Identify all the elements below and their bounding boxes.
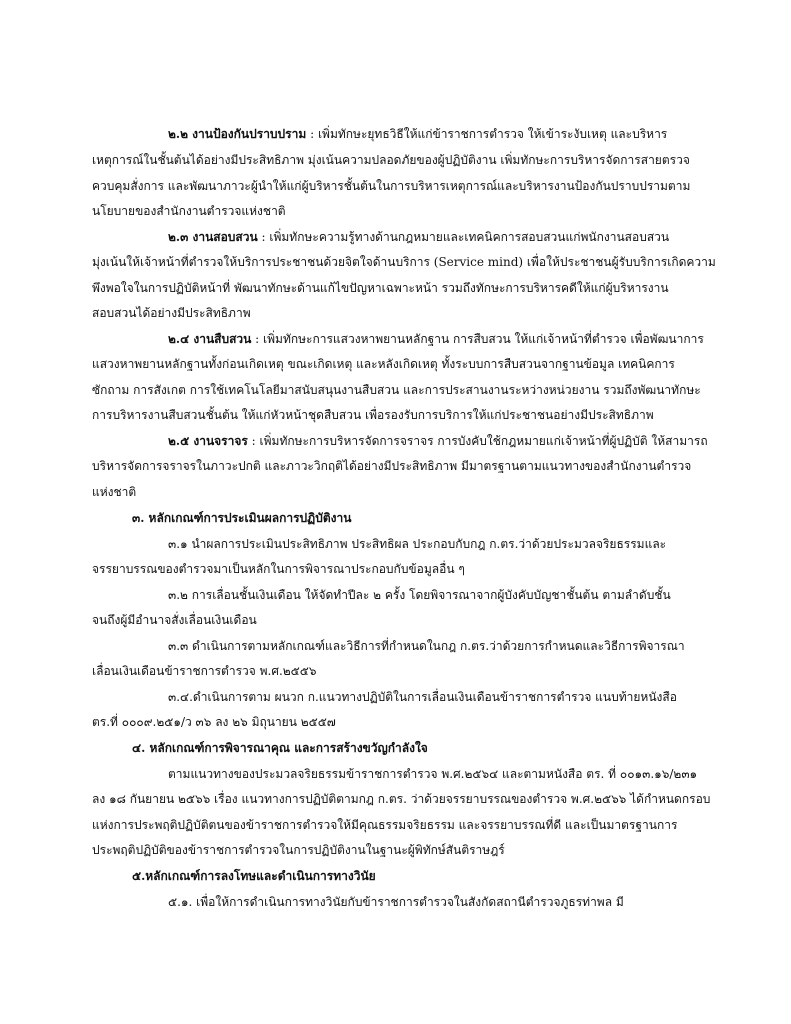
section-4-line-4: ประพฤติปฏิบัติของข้าราชการตำรวจในการปฏิบัติงานในฐานะผู้พิทักษ์สันติราษฎร์ bbox=[92, 843, 505, 857]
para-2-5-heading: ๒.๕ งานจราจร bbox=[168, 434, 248, 448]
para-2-2-heading: ๒.๒ งานป้องกันปราบปราม bbox=[168, 127, 307, 141]
section-5-title: ๕.หลักเกณฑ์การลงโทษและดำเนินการทางวินัย bbox=[132, 869, 376, 883]
para-2-3-line-4: สอบสวนได้อย่างมีประสิทธิภาพ bbox=[92, 306, 251, 320]
para-2-2-line-4: นโยบายของสำนักงานตำรวจแห่งชาติ bbox=[92, 204, 286, 218]
section-3-1-line-2: จรรยาบรรณของตำรวจมาเป็นหลักในการพิจารณาประกอบกับข้อมูลอื่น ๆ bbox=[92, 562, 465, 576]
para-2-5-text: : เพิ่มทักษะการบริหารจัดการจราจร การบังคับใช้กฎหมายแก่เจ้าหน้าที่ผู้ปฏิบัติ ให้สามารถ bbox=[247, 434, 708, 448]
section-4-line-1: ตามแนวทางของประมวลจริยธรรมข้าราชการตำรวจ พ.ศ.๒๕๖๔ และตามหนังสือ ตร. ที่ ๐๐๑๓.๑๖/๒๓๑ bbox=[168, 767, 698, 781]
para-2-4-line-4: การบริหารงานสืบสวนชั้นต้น ให้แก่หัวหน้าชุดสืบสวน เพื่อรองรับการบริการให้แก่ประชาชนอย่างมีประสิทธิภาพ bbox=[92, 408, 654, 422]
section-3-3-line-2: เลื่อนเงินเดือนข้าราชการตำรวจ พ.ศ.๒๕๕๖ bbox=[92, 664, 317, 678]
para-2-4-line-2: แสวงหาพยานหลักฐานทั้งก่อนเกิดเหตุ ขณะเกิดเหตุ และหลังเกิดเหตุ ทั้งระบบการสืบสวนจากฐานข้อมูล เทคนิคการ bbox=[92, 357, 675, 371]
section-3-3-line-1: ๓.๓ ดำเนินการตามหลักเกณฑ์และวิธีการที่กำหนดในกฎ ก.ตร.ว่าด้วยการกำหนดและวิธีการพิจารณา bbox=[168, 639, 685, 653]
para-2-3-line-1 bbox=[168, 229, 728, 245]
section-3-title: ๓. หลักเกณฑ์การประเมินผลการปฏิบัติงาน bbox=[132, 511, 352, 525]
section-4-line-3: แห่งการประพฤติปฏิบัติตนของข้าราชการตำรวจให้มีคุณธรรมจริยธรรม และจรรยาบรรณที่ดี และเป็นมาตรฐานการ bbox=[92, 818, 678, 832]
section-3-2-line-1: ๓.๒ การเลื่อนชั้นเงินเดือน ให้จัดทำปีละ ๒ ครั้ง โดยพิจารณาจากผู้บังคับบัญชาชั้นต้น ตามลำดับชั้น bbox=[168, 588, 671, 602]
section-4-title: ๔. หลักเกณฑ์การพิจารณาคุณ และการสร้างขวัญกำลังใจ bbox=[132, 741, 428, 755]
para-2-4-text: : เพิ่มทักษะการแสวงหาพยานหลักฐาน การสืบสวน ให้แก่เจ้าหน้าที่ตำรวจ เพื่อพัฒนาการ bbox=[251, 332, 704, 346]
section-4-line-2: ลง ๑๘ กันยายน ๒๕๖๖ เรื่อง แนวทางการปฏิบัติตามกฎ ก.ตร. ว่าด้วยจรรยาบรรณของตำรวจ พ.ศ.๒๕๖๖ ได้กำหนดกรอบ bbox=[92, 792, 711, 806]
para-2-2-line-3: ควบคุมสั่งการ และพัฒนาภาวะผู้นำให้แก่ผู้บริหารชั้นต้นในการบริหารเหตุการณ์และบริหารงานป้องกันปราบปรามตาม bbox=[92, 179, 691, 193]
section-3-4-line-1: ๓.๔.ดำเนินการตาม ผนวก ก.แนวทางปฏิบัติในการเลื่อนเงินเดือนข้าราชการตำรวจ แนบท้ายหนังสือ bbox=[168, 690, 677, 704]
section-3-2-line-2: จนถึงผู้มีอำนาจสั่งเลื่อนเงินเดือน bbox=[92, 613, 257, 627]
para-2-3-line-2: มุ่งเน้นให้เจ้าหน้าที่ตำรวจให้บริการประชาชนด้วยจิตใจด้านบริการ (Service mind) เพื่อให้ประชาชนผู้รับบริการเกิดความ bbox=[92, 255, 716, 269]
para-2-3-line-3: พึงพอใจในการปฏิบัติหน้าที่ พัฒนาทักษะด้านแก้ไขปัญหาเฉพาะหน้า รวมถึงทักษะการบริหารคดีให้แก่ผู้บริหารงาน bbox=[92, 281, 669, 295]
para-2-5-line-1 bbox=[168, 433, 728, 449]
para-2-4-heading: ๒.๔ งานสืบสวน bbox=[168, 332, 252, 346]
para-2-3-heading: ๒.๓ งานสอบสวน bbox=[168, 230, 258, 244]
para-2-5-line-3: แห่งชาติ bbox=[92, 485, 137, 499]
para-2-2-line-2: เหตุการณ์ในชั้นต้นได้อย่างมีประสิทธิภาพ มุ่งเน้นความปลอดภัยของผู้ปฏิบัติงาน เพิ่มทักษะการบริหารจัดการสายตรวจ bbox=[92, 153, 690, 167]
para-2-2-text: : เพิ่มทักษะยุทธวิธีให้แก่ข้าราชการตำรวจ ให้เข้าระงับเหตุ และบริหาร bbox=[306, 127, 668, 141]
section-5-1-line-1: ๕.๑. เพื่อให้การดำเนินการทางวินัยกับข้าราชการตำรวจในสังกัดสถานีตำรวจภูธรท่าพล มี bbox=[168, 895, 624, 909]
para-2-2-line-1 bbox=[168, 126, 728, 142]
section-3-4-line-2: ตร.ที่ ๐๐๐๙.๒๕๑/ว ๓๖ ลง ๒๖ มิถุนายน ๒๕๕๗ bbox=[92, 715, 336, 729]
section-3-1-line-1: ๓.๑ นำผลการประเมินประสิทธิภาพ ประสิทธิผล ประกอบกับกฎ ก.ตร.ว่าด้วยประมวลจริยธรรมและ bbox=[168, 537, 667, 551]
para-2-4-line-3: ซักถาม การสังเกต การใช้เทคโนโลยีมาสนับสนุนงานสืบสวน และการประสานงานระหว่างหน่วยงาน รวมถึงพัฒนาทักษะ bbox=[92, 383, 701, 397]
para-2-5-line-2: บริหารจัดการจราจรในภาวะปกติ และภาวะวิกฤติได้อย่างมีประสิทธิภาพ มีมาตรฐานตามแนวทางของสำนักงานตำรวจ bbox=[92, 459, 692, 473]
para-2-4-line-1 bbox=[168, 331, 728, 347]
para-2-3-text: : เพิ่มทักษะความรู้ทางด้านกฎหมายและเทคนิคการสอบสวนแก่พนักงานสอบสวน bbox=[257, 230, 670, 244]
